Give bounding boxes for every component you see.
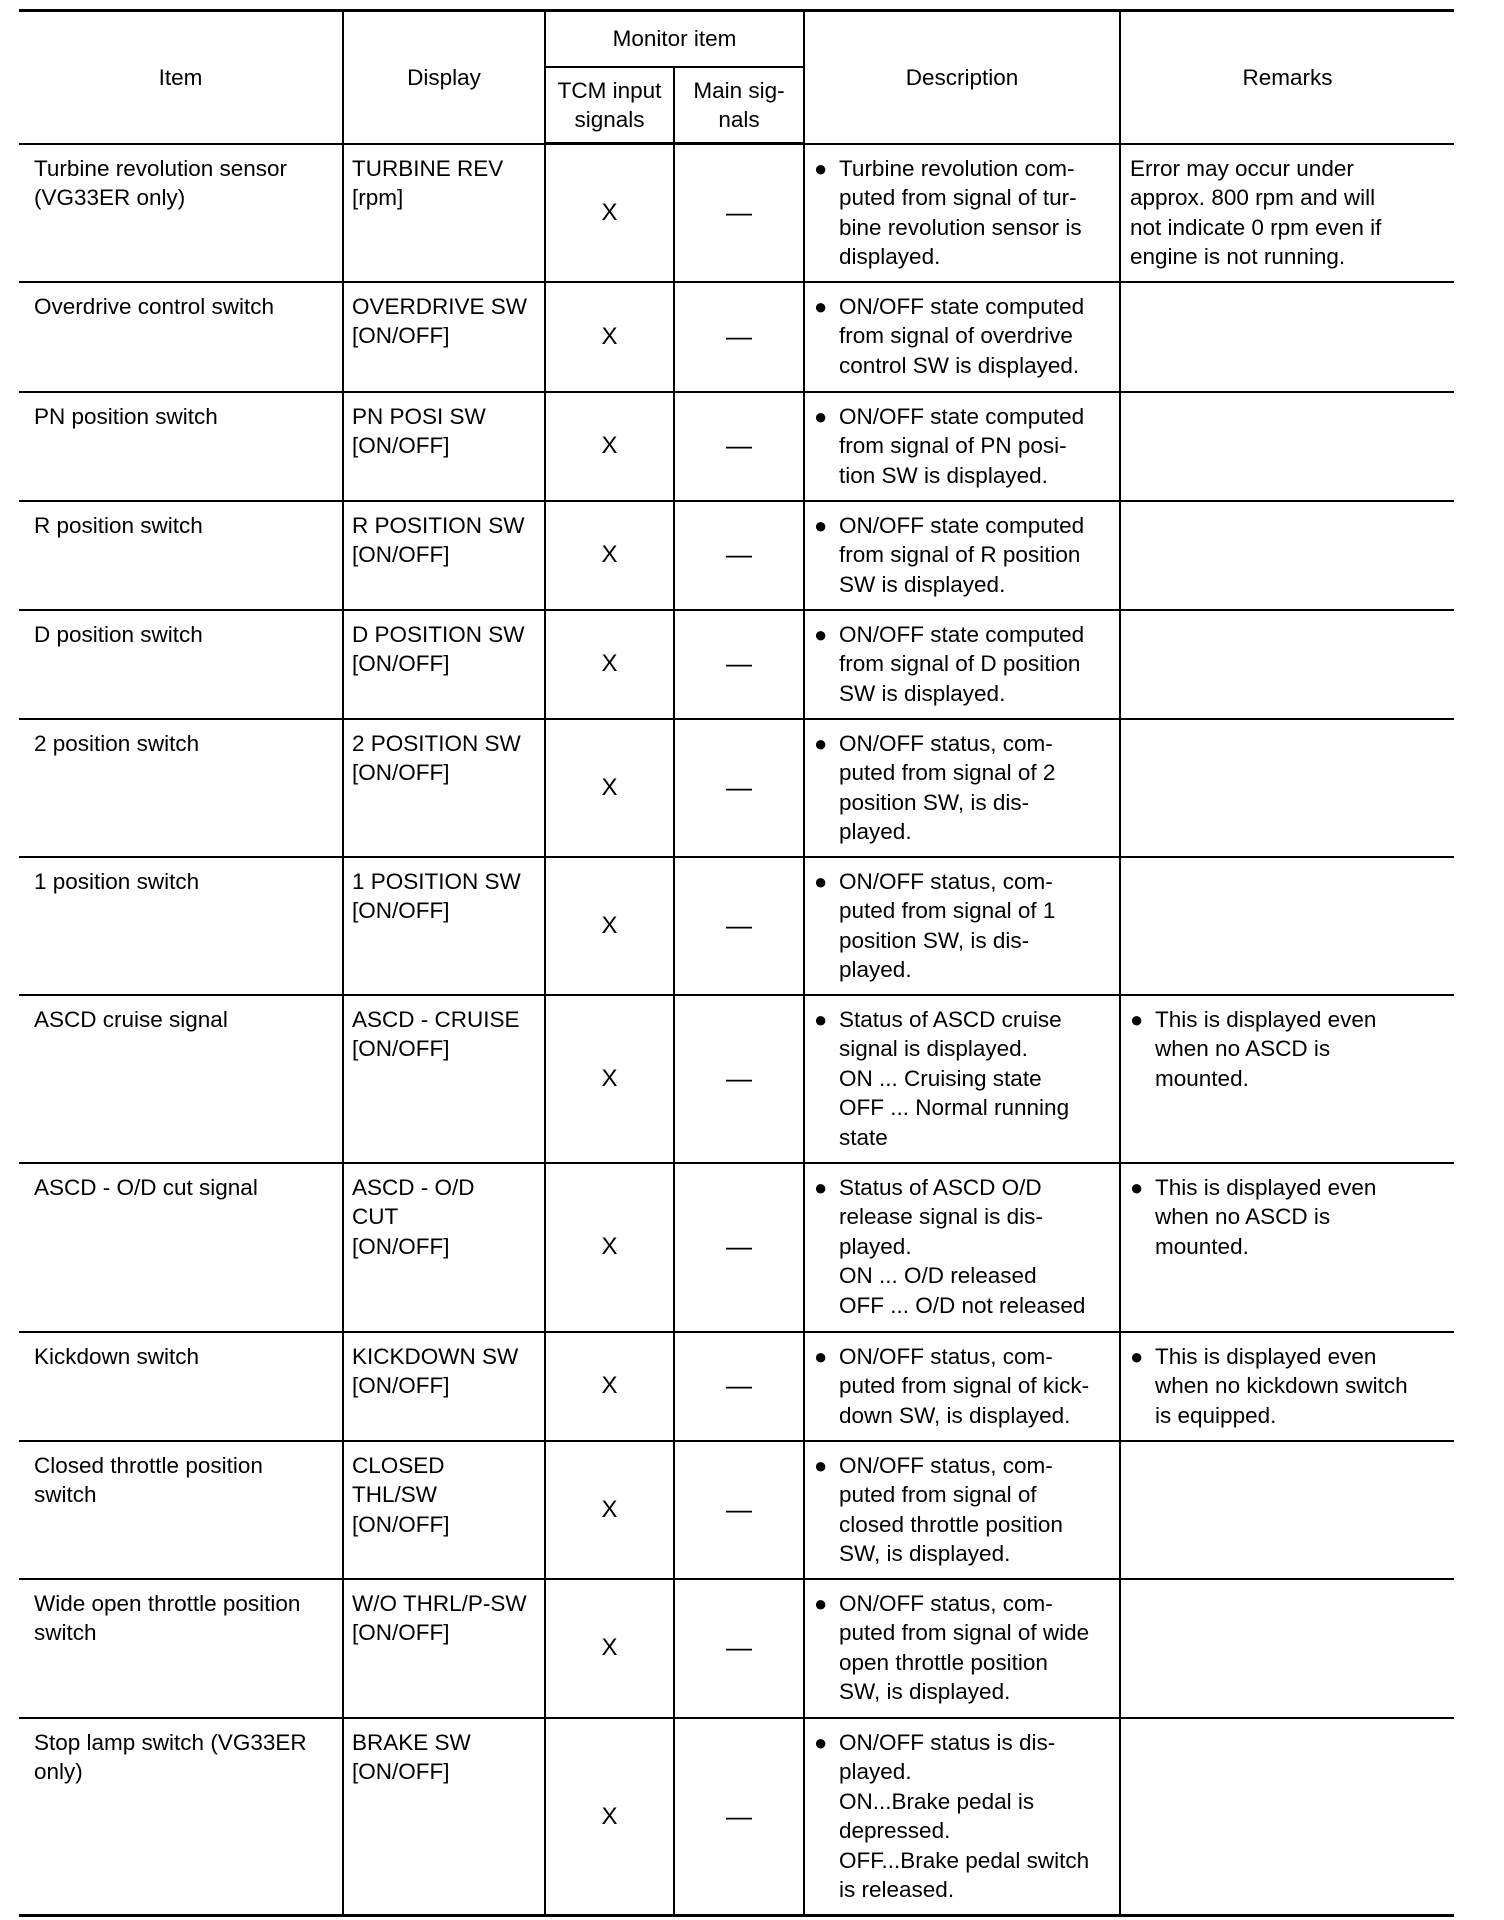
tcm-input-mark: X [545, 1718, 674, 1916]
remarks-text: This is displayed even when no kickdown switch is equipped. [1155, 1343, 1408, 1428]
description-cell [804, 1332, 1120, 1441]
description-text: ON/OFF state computed from signal of PN posi- tion SW is displayed. [839, 403, 1085, 488]
bullet-icon: ● [814, 512, 828, 538]
display-cell: CLOSED THL/SW [ON/OFF] [343, 1441, 545, 1579]
remarks-cell [1120, 719, 1454, 857]
table-row [19, 144, 1454, 282]
remarks-cell [1120, 995, 1454, 1163]
item-cell: D position switch [19, 610, 343, 719]
display-cell: OVERDRIVE SW [ON/OFF] [343, 282, 545, 392]
header-item: Item [19, 11, 343, 144]
bullet-icon: ● [814, 1174, 828, 1200]
remarks-text: Error may occur under approx. 800 rpm and will not indicate 0 rpm even if engine is not running. [1130, 155, 1382, 269]
description-cell [804, 144, 1120, 282]
description-text: ON/OFF status is dis- played. ON...Brake pedal is depressed. OFF...Brake pedal switch is released. [839, 1729, 1090, 1902]
item-cell: Wide open throttle position switch [19, 1579, 343, 1718]
item-cell: 1 position switch [19, 857, 343, 995]
description-text: Turbine revolution com- puted from signal of tur- bine revolution sensor is displayed. [839, 155, 1082, 269]
tcm-input-mark: X [545, 1163, 674, 1332]
display-cell: 1 POSITION SW [ON/OFF] [343, 857, 545, 995]
tcm-input-mark: X [545, 995, 674, 1163]
description-text: Status of ASCD cruise signal is displayed. ON ... Cruising state OFF ... Normal running state [839, 1006, 1070, 1150]
tcm-input-mark: X [545, 1441, 674, 1579]
bullet-icon: ● [814, 1452, 828, 1478]
header-tcm-input-signals: TCM input signals [545, 67, 674, 144]
tcm-input-mark: X [545, 501, 674, 610]
table-row [19, 282, 1454, 392]
description-text: ON/OFF state computed from signal of R position SW is displayed. [839, 512, 1085, 597]
remarks-text: This is displayed even when no ASCD is mounted. [1155, 1006, 1377, 1091]
display-cell: R POSITION SW [ON/OFF] [343, 501, 545, 610]
description-cell [804, 392, 1120, 501]
remarks-cell [1120, 501, 1454, 610]
bullet-icon: ● [814, 1343, 828, 1369]
description-cell [804, 282, 1120, 392]
display-cell: W/O THRL/P-SW [ON/OFF] [343, 1579, 545, 1718]
bullet-icon: ● [814, 1729, 828, 1755]
table-row [19, 995, 1454, 1163]
tcm-input-mark: X [545, 1332, 674, 1441]
header-remarks: Remarks [1120, 11, 1454, 144]
description-cell [804, 1718, 1120, 1916]
remarks-cell [1120, 1441, 1454, 1579]
main-signal-mark: — [674, 392, 804, 501]
table-row [19, 1163, 1454, 1332]
description-text: ON/OFF status, com- puted from signal of closed throttle position SW, is displayed. [839, 1452, 1063, 1566]
item-cell: ASCD cruise signal [19, 995, 343, 1163]
main-signal-mark: — [674, 995, 804, 1163]
header-display: Display [343, 11, 545, 144]
bullet-icon: ● [814, 155, 828, 181]
bullet-icon: ● [1130, 1006, 1144, 1032]
table-row [19, 719, 1454, 857]
bullet-icon: ● [1130, 1343, 1144, 1369]
table-header [19, 11, 1454, 144]
header-monitor-item: Monitor item [545, 11, 804, 68]
bullet-icon: ● [814, 621, 828, 647]
display-cell: TURBINE REV [rpm] [343, 144, 545, 282]
main-signal-mark: — [674, 1332, 804, 1441]
header-description: Description [804, 11, 1120, 144]
bullet-icon: ● [814, 1006, 828, 1032]
monitor-item-table [19, 9, 1454, 1917]
item-cell: 2 position switch [19, 719, 343, 857]
display-cell: D POSITION SW [ON/OFF] [343, 610, 545, 719]
remarks-cell [1120, 282, 1454, 392]
tcm-input-mark: X [545, 282, 674, 392]
bullet-icon: ● [814, 293, 828, 319]
remarks-cell [1120, 610, 1454, 719]
remarks-text: This is displayed even when no ASCD is mounted. [1155, 1174, 1377, 1259]
table-row [19, 1441, 1454, 1579]
main-signal-mark: — [674, 282, 804, 392]
description-cell [804, 995, 1120, 1163]
table-row [19, 1332, 1454, 1441]
remarks-cell [1120, 1163, 1454, 1332]
tcm-input-mark: X [545, 857, 674, 995]
main-signal-mark: — [674, 857, 804, 995]
description-text: Status of ASCD O/D release signal is dis- played. ON ... O/D released OFF ... O/D not released [839, 1174, 1086, 1318]
item-cell: PN position switch [19, 392, 343, 501]
description-text: ON/OFF status, com- puted from signal of 1 position SW, is dis- played. [839, 868, 1056, 982]
description-text: ON/OFF state computed from signal of D position SW is displayed. [839, 621, 1085, 706]
remarks-cell [1120, 392, 1454, 501]
main-signal-mark: — [674, 1718, 804, 1916]
remarks-cell [1120, 1332, 1454, 1441]
description-text: ON/OFF state computed from signal of overdrive control SW is displayed. [839, 293, 1085, 378]
item-cell: Overdrive control switch [19, 282, 343, 392]
display-cell: PN POSI SW [ON/OFF] [343, 392, 545, 501]
description-text: ON/OFF status, com- puted from signal of wide open throttle position SW, is displayed. [839, 1590, 1090, 1704]
description-text: ON/OFF status, com- puted from signal of 2 position SW, is dis- played. [839, 730, 1056, 844]
description-text: ON/OFF status, com- puted from signal of kick- down SW, is displayed. [839, 1343, 1090, 1428]
main-signal-mark: — [674, 1441, 804, 1579]
display-cell: ASCD - O/D CUT [ON/OFF] [343, 1163, 545, 1332]
table-row [19, 610, 1454, 719]
bullet-icon: ● [814, 1590, 828, 1616]
description-cell [804, 1163, 1120, 1332]
tcm-input-mark: X [545, 144, 674, 282]
tcm-input-mark: X [545, 392, 674, 501]
bullet-icon: ● [1130, 1174, 1144, 1200]
display-cell: BRAKE SW [ON/OFF] [343, 1718, 545, 1916]
table-row [19, 857, 1454, 995]
tcm-input-mark: X [545, 610, 674, 719]
main-signal-mark: — [674, 144, 804, 282]
description-cell [804, 857, 1120, 995]
header-main-signals: Main sig- nals [674, 67, 804, 144]
item-cell: ASCD - O/D cut signal [19, 1163, 343, 1332]
bullet-icon: ● [814, 403, 828, 429]
main-signal-mark: — [674, 1163, 804, 1332]
item-cell: Turbine revolution sensor (VG33ER only) [19, 144, 343, 282]
description-cell [804, 501, 1120, 610]
table-row [19, 1579, 1454, 1718]
remarks-cell [1120, 144, 1454, 282]
description-cell [804, 610, 1120, 719]
tcm-input-mark: X [545, 1579, 674, 1718]
main-signal-mark: — [674, 610, 804, 719]
display-cell: ASCD - CRUISE [ON/OFF] [343, 995, 545, 1163]
remarks-cell [1120, 1718, 1454, 1916]
item-cell: R position switch [19, 501, 343, 610]
display-cell: KICKDOWN SW [ON/OFF] [343, 1332, 545, 1441]
remarks-cell [1120, 857, 1454, 995]
table-row [19, 392, 1454, 501]
table-body [19, 144, 1454, 1916]
display-cell: 2 POSITION SW [ON/OFF] [343, 719, 545, 857]
bullet-icon: ● [814, 868, 828, 894]
item-cell: Closed throttle position switch [19, 1441, 343, 1579]
description-cell [804, 719, 1120, 857]
remarks-cell [1120, 1579, 1454, 1718]
item-cell: Kickdown switch [19, 1332, 343, 1441]
monitor-item-table-container [19, 9, 1454, 1917]
table-row [19, 1718, 1454, 1916]
main-signal-mark: — [674, 719, 804, 857]
description-cell [804, 1579, 1120, 1718]
bullet-icon: ● [814, 730, 828, 756]
main-signal-mark: — [674, 501, 804, 610]
description-cell [804, 1441, 1120, 1579]
item-cell: Stop lamp switch (VG33ER only) [19, 1718, 343, 1916]
table-row [19, 501, 1454, 610]
main-signal-mark: — [674, 1579, 804, 1718]
tcm-input-mark: X [545, 719, 674, 857]
